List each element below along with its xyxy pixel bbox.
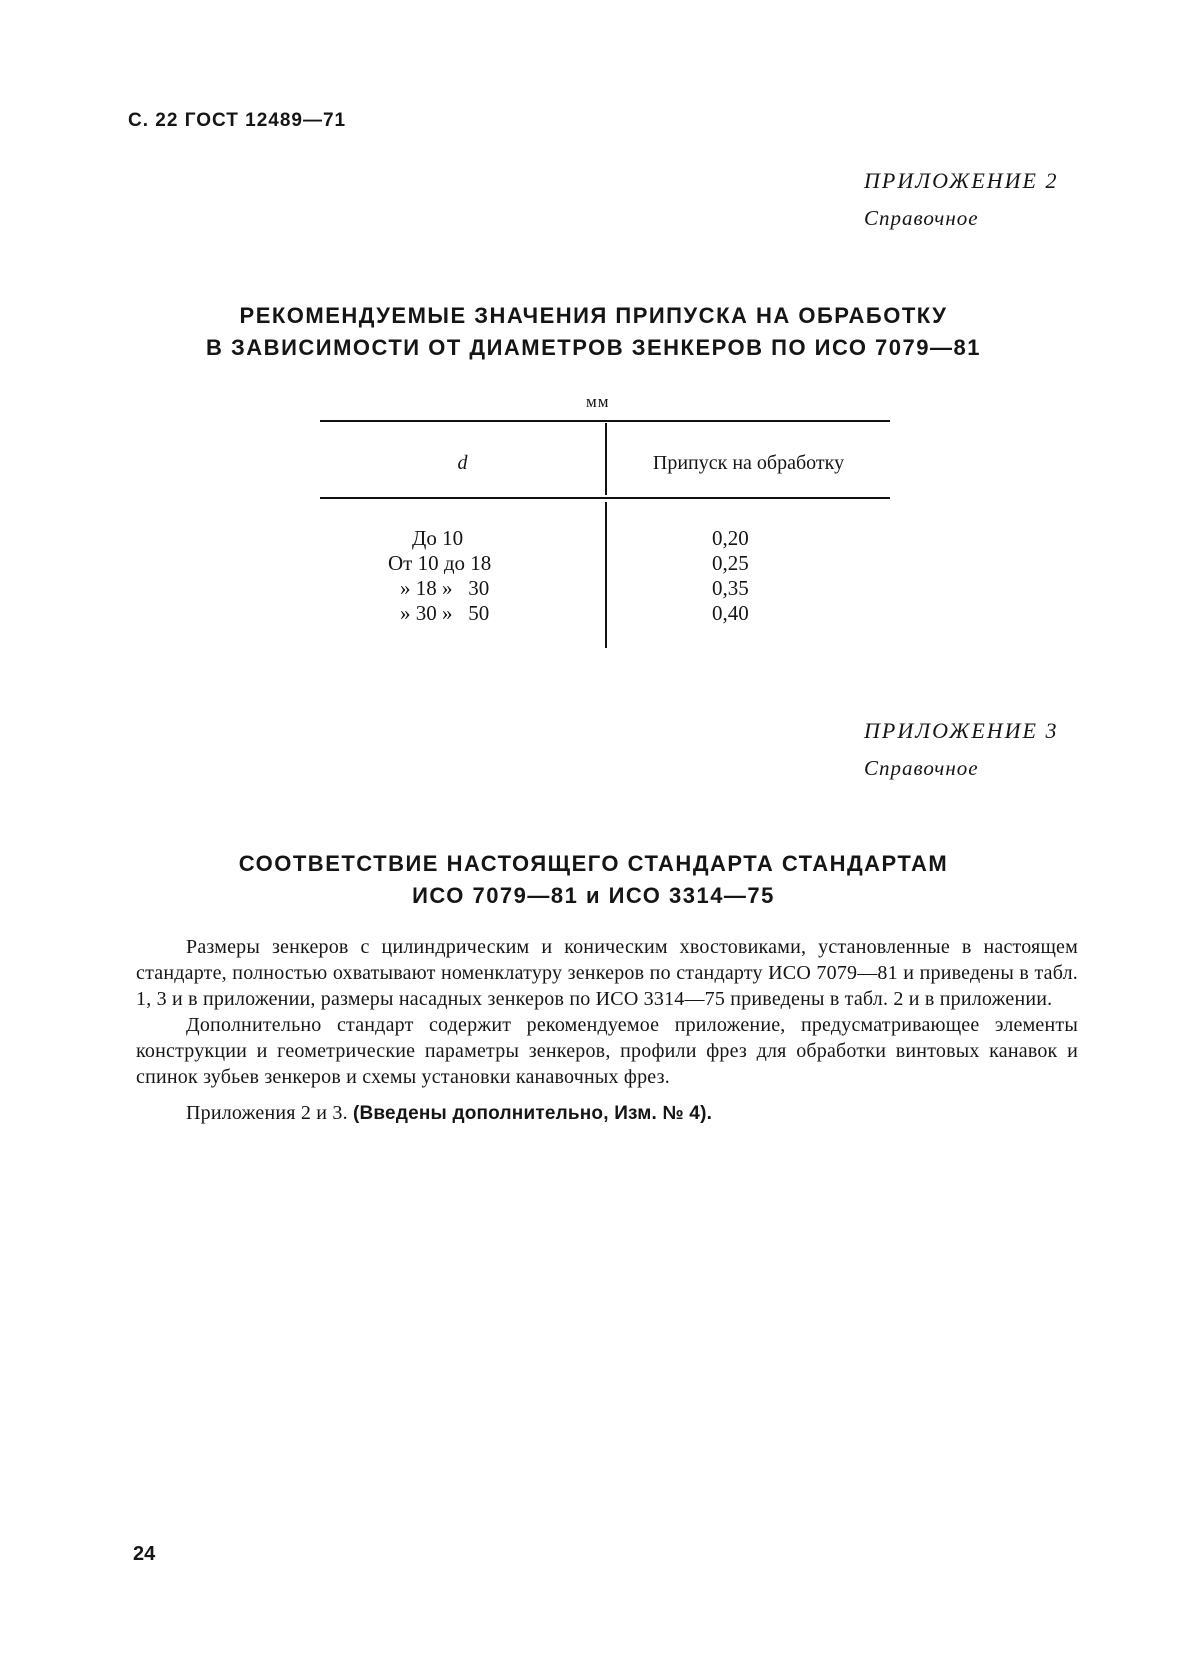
table-cell-allowance: 0,35 <box>712 576 749 600</box>
appendix-2-title-line1: РЕКОМЕНДУЕМЫЕ ЗНАЧЕНИЯ ПРИПУСКА НА ОБРАБОТКУ <box>239 303 948 328</box>
appendix-3-body <box>136 934 1078 1127</box>
table-cell-allowance: 0,20 <box>712 526 749 550</box>
paragraph-1: Размеры зенкеров с цилиндрическим и коническим хвостовиками, установленные в настоящем стандарте, полностью охватывают номенклатуру зенкеров по стандарту ИСО 7079—81 и приведены в табл. 1, 3 и в приложении, размеры насадных зенкеров по ИСО 3314—75 приведены в табл. 2 и в приложении. <box>136 936 1078 1010</box>
table-col-d-header: d <box>457 452 468 474</box>
amendment-note <box>136 1100 1078 1127</box>
table-cell-d: » 18 » 30 <box>400 576 490 600</box>
table-divider-body <box>605 502 607 648</box>
page-number: 24 <box>133 1543 156 1565</box>
appendix-2-label: ПРИЛОЖЕНИЕ 2 <box>864 168 1059 193</box>
appendix-2-title-line2: В ЗАВИСИМОСТИ ОТ ДИАМЕТРОВ ЗЕНКЕРОВ ПО ИСО 7079—81 <box>206 335 981 360</box>
table-cell-d: От 10 до 18 <box>388 551 492 575</box>
table-cell-d: До 10 <box>412 526 464 550</box>
page-header: С. 22 ГОСТ 12489—71 <box>128 110 347 131</box>
appendix-2-sub: Справочное <box>864 206 979 230</box>
table-cell-allowance: 0,25 <box>712 551 749 575</box>
table-col-d-values <box>388 526 538 626</box>
table-header-rule <box>320 497 890 499</box>
table-top-rule <box>320 420 890 422</box>
amendment-note-bold: (Введены дополнительно, Изм. № 4). <box>352 1103 713 1124</box>
table-cell-allowance: 0,40 <box>712 601 749 625</box>
table-unit: мм <box>586 392 610 411</box>
appendix-3-label: ПРИЛОЖЕНИЕ 3 <box>864 718 1059 743</box>
table-col-allowance-header: Припуск на обработку <box>652 452 845 474</box>
paragraph-2: Дополнительно стандарт содержит рекомендуемое приложение, предусматривающее элементы конструкции и геометрические параметры зенкеров, профили фрез для обработки винтовых канавок и спинок зубьев зенкеров и схемы установки канавочных фрез. <box>136 1014 1078 1088</box>
table-cell-d: » 30 » 50 <box>400 601 490 625</box>
appendix-3-sub: Справочное <box>864 756 979 780</box>
appendix-3-title-line1: СООТВЕТСТВИЕ НАСТОЯЩЕГО СТАНДАРТА СТАНДАРТАМ <box>238 851 949 876</box>
amendment-note-prefix: Приложения 2 и 3. <box>186 1102 348 1124</box>
table-col-allowance-values <box>712 526 792 626</box>
appendix-3-title-line2: ИСО 7079—81 и ИСО 3314—75 <box>412 883 775 908</box>
